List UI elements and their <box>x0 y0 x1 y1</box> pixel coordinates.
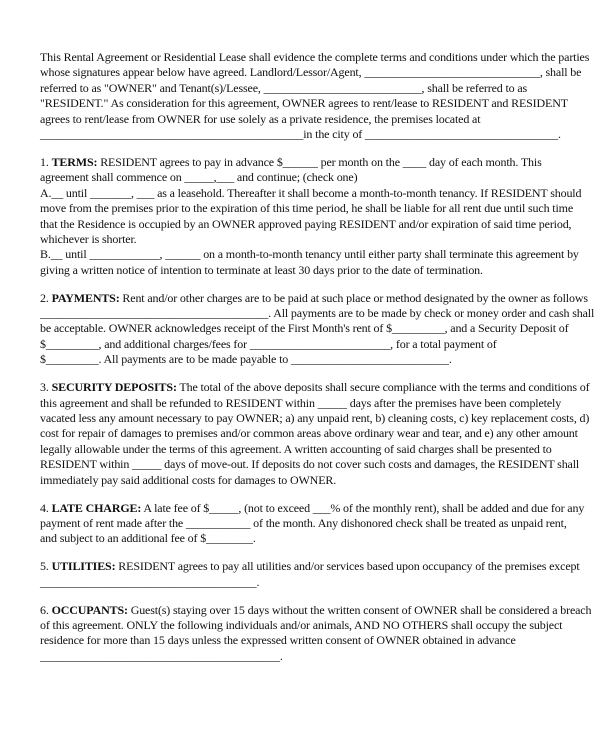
text-line: _______________________________________. All payments are to be made by check or money order and cash shall <box>40 306 595 321</box>
text-line <box>40 380 590 395</box>
text-line: _____________________________________. <box>40 574 260 589</box>
text-line: move from the premises prior to the expiration of this time period, he shall be liable for all rent due until such time <box>40 201 574 216</box>
text-line: immediately pay said additional costs for damages to OWNER. <box>40 472 337 487</box>
section-number: 6. <box>40 602 49 617</box>
section-number: 3. <box>40 380 49 395</box>
text-line: cost for repair of damages to premises and/or common areas above ordinary wear and tear, and e) any other amount <box>40 426 578 441</box>
text-line: referred to as "OWNER" and Tenant(s)/Lessee, ___________________________, shall be referred to as <box>40 80 528 95</box>
text-line: that the Residence is occupied by an OWNER approved paying RESIDENT and/or expiration of said time period, <box>40 216 572 231</box>
text-line: $_________, and additional charges/fees for ________________________, for a total payment of <box>40 336 497 351</box>
text-line <box>40 602 592 618</box>
text-line: B.__ until ____________, ______ on a month-to-month tenancy until either party shall terminate this agreement by <box>40 247 579 262</box>
section-number: 2. <box>40 290 49 305</box>
text-line: agreement shall commence on _____,___ and continue; (check one) <box>40 170 358 185</box>
text-line: RESIDENT within _____ days of move-out. If deposits do not cover such costs and damages, the RESIDENT shall <box>40 457 580 472</box>
line-text: A late fee of $_____, (not to exceed ___% of the monthly rent), shall be added and due for any <box>141 500 585 515</box>
line-text: RESIDENT agrees to pay in advance $______ per month on the ____ day of each month. This <box>97 154 542 169</box>
paragraph-occupants <box>40 602 592 665</box>
section-number: 4. <box>40 500 49 515</box>
section-number: 1. <box>40 154 49 169</box>
text-line: this agreement and shall be refunded to RESIDENT within _____ days after the premises have been completely <box>40 395 562 410</box>
section-heading: UTILITIES: <box>51 559 116 574</box>
text-line: legally allowable under the terms of this agreement. A written accounting of said charges shall be presented to <box>40 441 552 456</box>
paragraph-intro <box>40 50 590 142</box>
text-line: of this agreement. ONLY the following individuals and/or animals, AND NO OTHERS shall occupy the subject <box>40 618 563 633</box>
line-text: Guest(s) staying over 15 days without the written consent of OWNER shall be considered a breach <box>127 602 592 617</box>
text-line: and subject to an additional fee of $________. <box>40 531 256 546</box>
text-line: "RESIDENT." As consideration for this agreement, OWNER agrees to rent/lease to RESIDENT and RESIDENT <box>40 96 568 111</box>
section-heading: SECURITY DEPOSITS: <box>51 380 177 395</box>
text-line: vacated less any amount necessary to pay OWNER; a) any unpaid rent, b) cleaning costs, c) key replacement costs, d) <box>40 410 590 425</box>
lease-document <box>40 50 595 677</box>
text-line: agrees to rent/lease from OWNER for use solely as a private residence, the premises located at <box>40 111 481 126</box>
paragraph-terms <box>40 154 582 278</box>
text-line: whichever is shorter. <box>40 231 137 246</box>
paragraph-payments <box>40 290 595 368</box>
section-heading: OCCUPANTS: <box>51 602 128 617</box>
section-heading: LATE CHARGE: <box>51 500 142 515</box>
line-text: The total of the above deposits shall secure compliance with the terms and conditions of <box>176 380 590 395</box>
text-line: be acceptable. OWNER acknowledges receipt of the First Month's rent of $_________, and a Security Deposit of <box>40 321 569 336</box>
section-heading: TERMS: <box>51 154 98 169</box>
text-line: _________________________________________. <box>40 648 283 663</box>
paragraph-utilities <box>40 559 580 590</box>
text-line: whose signatures appear below have agreed. Landlord/Lessor/Agent, ______________________________, shall be <box>40 65 582 80</box>
text-line: $_________. All payments are to be made payable to ___________________________. <box>40 352 452 367</box>
text-line <box>40 500 585 516</box>
text-line <box>40 155 570 170</box>
text-line: _____________________________________________in the city of _________________________________. <box>40 126 561 141</box>
section-number: 5. <box>40 559 49 574</box>
paragraph-late-charge <box>40 500 585 547</box>
text-line: payment of rent made after the ___________ of the month. Any dishonored check shall be treated as unpaid rent, <box>40 515 567 530</box>
paragraph-security-deposits <box>40 380 590 488</box>
text-line: giving a written notice of intention to terminate at least 30 days prior to the date of termination. <box>40 262 483 277</box>
text-line: A.__ until _______, ___ as a leasehold. Thereafter it shall become a month-to-month tenancy. If RESIDENT should <box>40 185 582 200</box>
line-text: RESIDENT agrees to pay all utilities and/or services based upon occupancy of the premises except <box>115 559 580 574</box>
text-line: residence for more than 15 days unless the expressed written consent of OWNER obtained in advance <box>40 633 516 648</box>
text-line: This Rental Agreement or Residential Lease shall evidence the complete terms and conditions under which the parties <box>40 50 590 64</box>
text-line <box>40 559 580 574</box>
line-text: Rent and/or other charges are to be paid at such place or method designated by the owner as follows <box>119 290 588 305</box>
section-heading: PAYMENTS: <box>51 290 120 305</box>
text-line <box>40 290 588 306</box>
